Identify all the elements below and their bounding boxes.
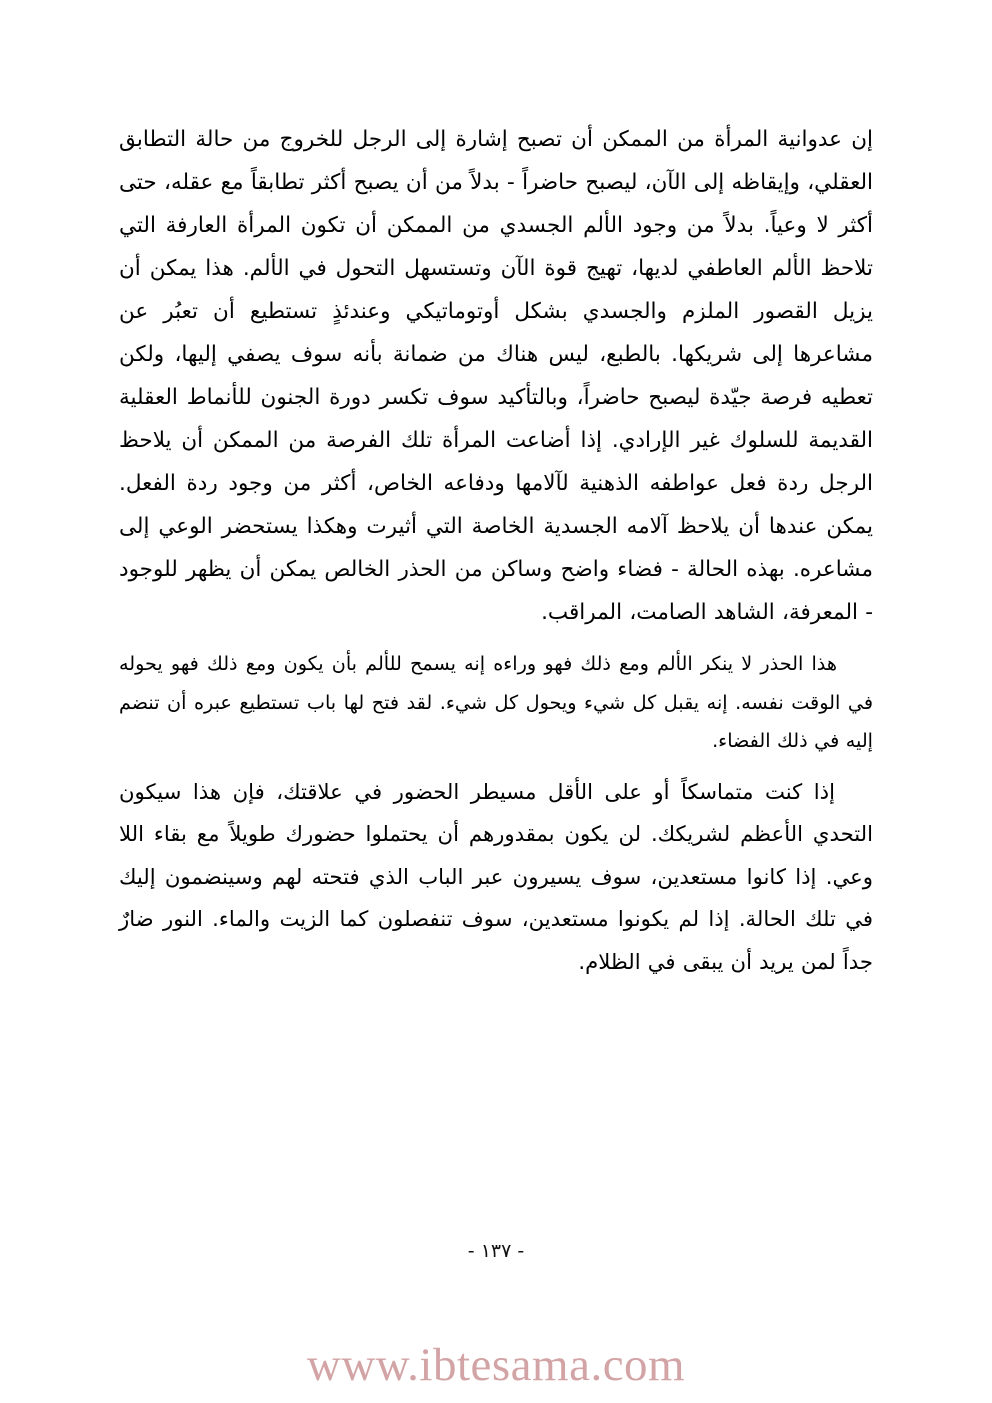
body-text-block: [119, 118, 873, 983]
paragraph-3: إذا كنت متماسكاً أو على الأقل مسيطر الحضور في علاقتك، فإن هذا سيكون التحدي الأعظم لشريكك. لن يكون بمقدورهم أن يحتملوا حضورك طويلاً مع بقاء اللا وعي. إذا كانوا مستعدين، سوف يسيرون عبر الباب الذي فتحته لهم وسينضمون إليك في تلك الحالة. إذا لم يكونوا مستعدين، سوف تنفصلون كما الزيت والماء. النور ضارٌ جداً لمن يريد أن يبقى في الظلام.: [119, 778, 873, 974]
page-number: - ١٣٧ -: [467, 1240, 525, 1262]
paragraph-1: إن عدوانية المرأة من الممكن أن تصبح إشارة إلى الرجل للخروج من حالة التطابق العقلي، وإيقاظه إلى الآن، ليصبح حاضراً - بدلاً من أن يصبح أكثر تطابقاً مع عقله، حتى أكثر لا وعياً. بدلاً من وجود الألم الجسدي من الممكن أن تكون المرأة العارفة التي تلاحظ الألم العاطفي لديها، تهيج قوة الآن وتستسهل التحول في الألم. هذا يمكن أن يزيل القصور الملزم والجسدي بشكل أوتوماتيكي وعندئذٍ تستطيع أن تعبُر عن مشاعرها إلى شريكها. بالطبع، ليس هناك من ضمانة بأنه سوف يصفي إليها، ولكن تعطيه فرصة جيّدة ليصبح حاضراً، وبالتأكيد سوف تكسر دورة الجنون للأنماط العقلية القديمة للسلوك غير الإرادي. إذا أضاعت المرأة تلك الفرصة من الممكن أن يلاحظ الرجل ردة فعل عواطفه الذهنية لآلامها ودفاعه الخاص، أكثر من وجود ردة الفعل. يمكن عندها أن يلاحظ آلامه الجسدية الخاصة التي أثيرت وهكذا يستحضر الوعي إلى مشاعره. بهذه الحالة - فضاء واضح وساكن من الحذر الخالص يمكن أن يظهر للوجود - المعرفة، الشاهد الصامت، المراقب.: [119, 127, 873, 625]
site-watermark: www.ibtesama.com: [306, 1339, 686, 1391]
paragraph-2: هذا الحذر لا ينكر الألم ومع ذلك فهو وراءه إنه يسمح للألم بأن يكون ومع ذلك فهو يحوله في الوقت نفسه. إنه يقبل كل شيء ويحول كل شيء. لقد فتح لها باب تستطيع عبره أن تنضم إليه في ذلك الفضاء.: [119, 652, 873, 752]
